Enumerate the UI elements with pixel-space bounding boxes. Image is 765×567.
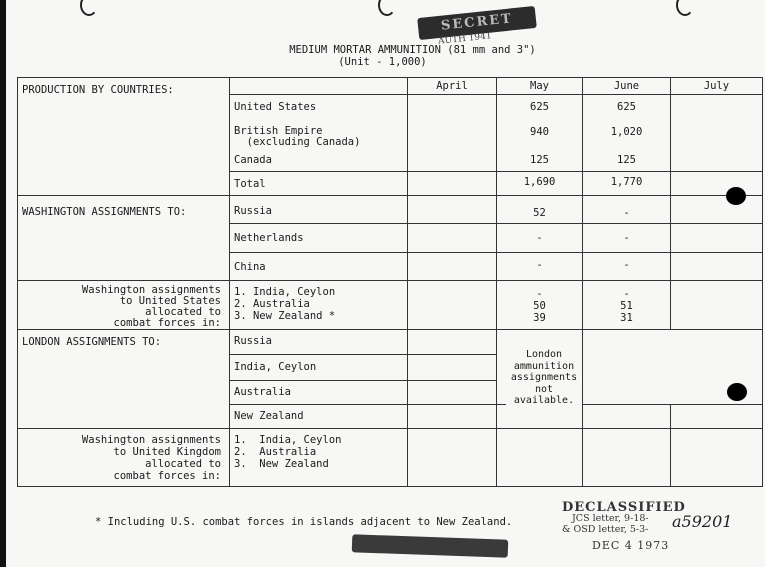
col-july: July: [671, 78, 763, 95]
value-cell: [408, 381, 497, 405]
value-cell: [408, 120, 497, 150]
table-row: [18, 330, 763, 355]
title-line-2: (Unit - 1,000): [338, 56, 427, 68]
ammunition-table: [17, 77, 763, 487]
total-may: 1,690: [497, 172, 583, 196]
country-cell: China: [230, 253, 408, 281]
value-cell: [408, 224, 497, 253]
allocation-list: [230, 281, 408, 330]
value-cell: -: [497, 224, 583, 253]
london-note: London ammunition assignments not available.: [506, 349, 582, 407]
value-cell: [408, 429, 497, 487]
country-cell: British Empire (excluding Canada): [230, 120, 408, 150]
table-row: [18, 196, 763, 224]
country-cell: Netherlands: [230, 224, 408, 253]
scan-edge: [0, 0, 6, 567]
country-cell: India, Ceylon: [230, 355, 408, 381]
declass-line: JCS letter, 9-18-: [572, 513, 649, 524]
total-june: 1,770: [583, 172, 671, 196]
value-cell: [671, 429, 763, 487]
declassification-stamp: [562, 502, 686, 551]
washington-heading: WASHINGTON ASSIGNMENTS TO:: [18, 196, 230, 281]
declass-title: DECLASSIFIED: [562, 500, 686, 515]
declass-date: DEC 4 1973: [592, 539, 670, 552]
value-cell: [671, 224, 763, 253]
value-cell: [671, 196, 763, 224]
col-june: June: [583, 78, 671, 95]
value-cell: [671, 281, 763, 330]
value: 51: [620, 300, 633, 312]
document-title: [0, 44, 765, 68]
value-cell: [671, 172, 763, 196]
title-line-1: MEDIUM MORTAR AMMUNITION (81 mm and 3"): [289, 44, 536, 56]
value-cell: [408, 330, 497, 355]
value-cell: [497, 429, 583, 487]
redaction-stamp: [352, 534, 509, 557]
value-cell: 125: [583, 150, 671, 172]
value-cell: [671, 253, 763, 281]
country-cell: Canada: [230, 150, 408, 172]
secret-stamp: SECRET: [417, 6, 537, 40]
value: 31: [620, 312, 633, 324]
value-cell: [408, 253, 497, 281]
list-item: 2. Australia: [234, 298, 310, 310]
value-cell: [583, 405, 671, 429]
value: 50: [533, 300, 546, 312]
value-cell: 625: [583, 95, 671, 120]
hole-mark: [726, 187, 746, 205]
value-cell: [583, 429, 671, 487]
value: -: [536, 288, 543, 300]
stamp-auth: AUTH 1941: [437, 31, 493, 47]
value-cell: [408, 355, 497, 381]
value-cell: [408, 95, 497, 120]
us-allocation-label: Washington assignments to United States allocated to combat forces in:: [18, 281, 230, 330]
total-label: Total: [230, 172, 408, 196]
value-cell: [408, 196, 497, 224]
value-cell: [408, 281, 497, 330]
declass-line: & OSD letter, 5-3-: [562, 524, 649, 535]
value-cell: [671, 405, 763, 429]
list-item: 3. New Zealand *: [234, 310, 336, 322]
country-cell: Russia: [230, 330, 408, 355]
punch-hole: [676, 0, 694, 16]
col-may: May: [497, 78, 583, 95]
hole-mark: [727, 383, 747, 401]
list-item: 1. India, Ceylon: [234, 286, 336, 298]
handwritten-number: a59201: [672, 512, 733, 531]
value-cell: [583, 330, 671, 405]
value-cell: -: [583, 196, 671, 224]
value-cell: [408, 150, 497, 172]
value-cell: 625: [497, 95, 583, 120]
value-cell: 940: [497, 120, 583, 150]
punch-hole: [80, 0, 98, 16]
value-cell: [408, 405, 497, 429]
country-header-blank: [230, 78, 408, 95]
col-april: April: [408, 78, 497, 95]
value-cell: [497, 405, 583, 429]
london-heading: LONDON ASSIGNMENTS TO:: [18, 330, 230, 429]
country-cell: Australia: [230, 381, 408, 405]
allocation-list: 1. India, Ceylon 2. Australia 3. New Zealand: [230, 429, 408, 487]
value-cell: [583, 281, 671, 330]
table-row: [18, 281, 763, 330]
country-cell: Russia: [230, 196, 408, 224]
value-cell: -: [583, 224, 671, 253]
value-cell: [671, 150, 763, 172]
value-cell: [408, 172, 497, 196]
footnote: * Including U.S. combat forces in islands adjacent to New Zealand.: [95, 516, 513, 528]
header-row: [18, 78, 763, 95]
value-cell: [671, 120, 763, 150]
production-heading: PRODUCTION BY COUNTRIES:: [18, 78, 230, 196]
punch-hole: [378, 0, 396, 16]
value-cell: [671, 330, 763, 405]
value-cell: 1,020: [583, 120, 671, 150]
value-cell: 125: [497, 150, 583, 172]
value-cell: [671, 95, 763, 120]
table-row: [18, 429, 763, 487]
value-cell: -: [497, 253, 583, 281]
country-cell: New Zealand: [230, 405, 408, 429]
uk-allocation-label: Washington assignments to United Kingdom allocated to combat forces in:: [18, 429, 230, 487]
value-cell: -: [583, 253, 671, 281]
value: -: [623, 288, 630, 300]
value-cell: [497, 281, 583, 330]
value-cell: 52: [497, 196, 583, 224]
country-cell: United States: [230, 95, 408, 120]
value: 39: [533, 312, 546, 324]
